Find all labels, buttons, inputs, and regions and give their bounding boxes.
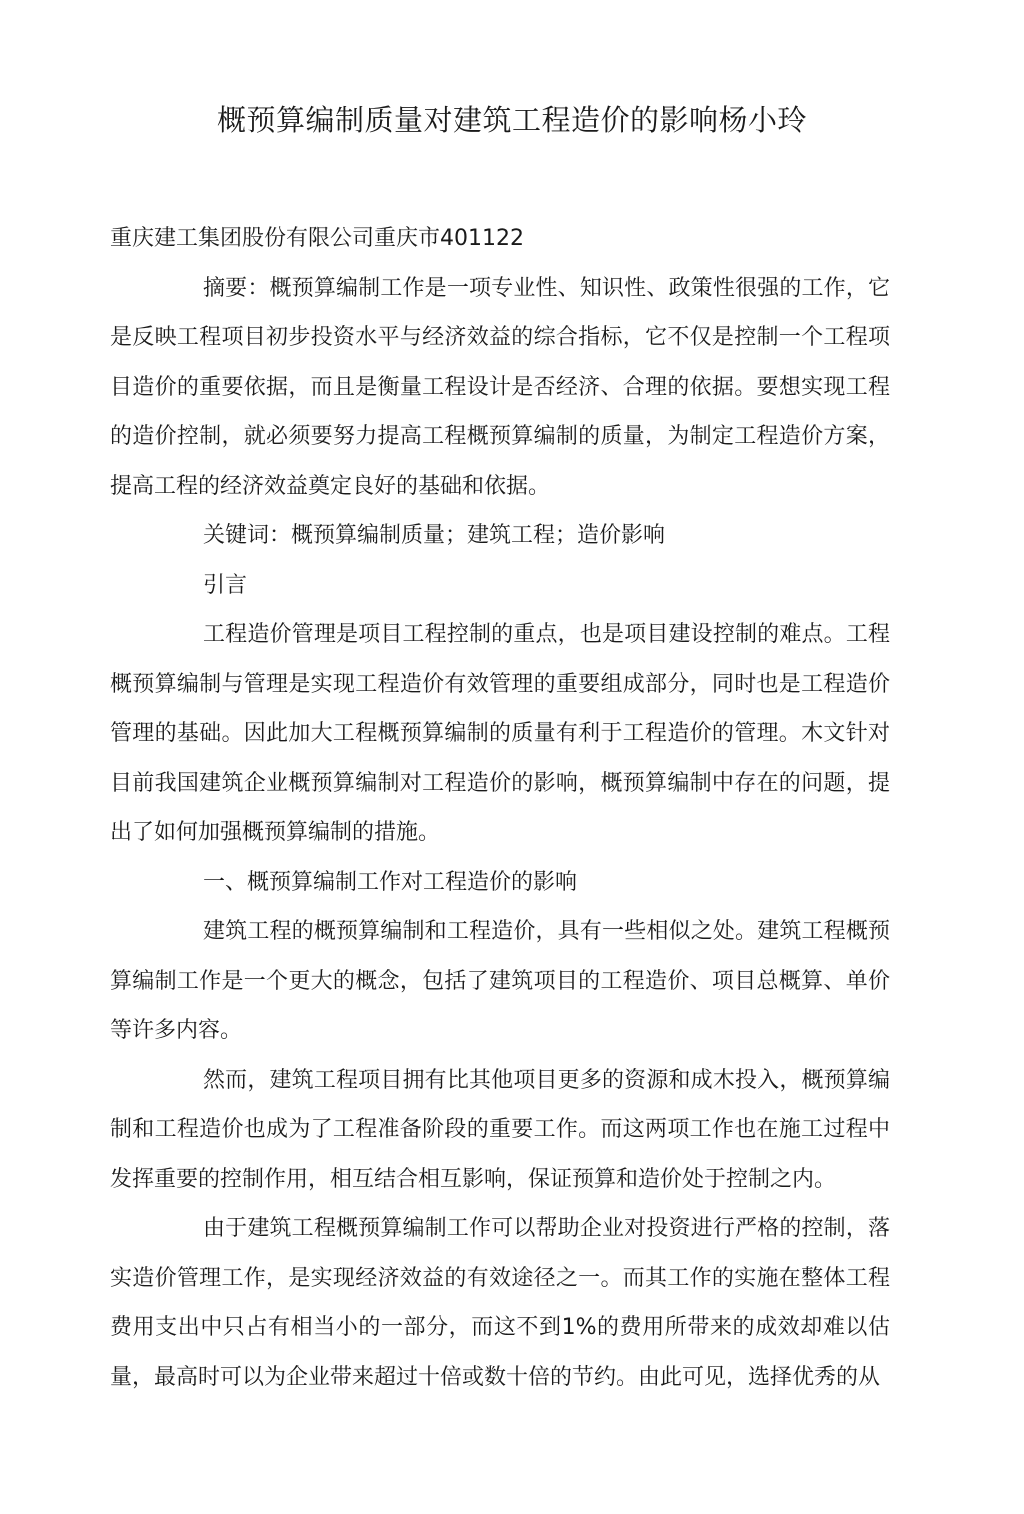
body-paragraph: 然而，建筑工程项目拥有比其他项目更多的资源和成木投入，概预算编制和工程造价也成为了工程准备阶段的重要工作。而这两项工作也在施工过程中发挥重要的控制作用，相互结合相互影响，保证预算和造价处于控制之内。 xyxy=(110,1067,890,1192)
author-affiliation: 重庆建工集团股份有限公司重庆市401122 xyxy=(110,226,524,251)
section-heading-introduction: 引言 xyxy=(203,572,248,598)
keywords-line: 关键词：概预算编制质量；建筑工程；造价影响 xyxy=(203,523,666,548)
body-paragraph: 建筑工程的概预算编制和工程造价，具有一些相似之处。建筑工程概预算编制工作是一个更大的概念，包括了建筑项目的工程造价、项目总概算、单价等许多内容。 xyxy=(110,919,890,1043)
abstract-paragraph: 摘要：概预算编制工作是一项专业性、知识性、政策性很强的工作，它是反映工程项目初步投资水平与经济效益的综合指标，它不仅是控制一个工程项目造价的重要依据，而且是衡量工程设计是否经济、合理的依据。要想实现工程的造价控制，就必须要努力提高工程概预算编制的质量，为制定工程造价方案，提高工程的经济效益奠定良好的基础和依据。 xyxy=(110,275,890,499)
section-heading-1: 一、概预算编制工作对工程造价的影响 xyxy=(203,869,578,895)
document-body xyxy=(110,214,890,1402)
document-title: 概预算编制质量对建筑工程造价的影响杨小玲 xyxy=(216,103,807,137)
introduction-paragraph: 工程造价管理是项目工程控制的重点，也是项目建设控制的难点。工程概预算编制与管理是实现工程造价有效管理的重要组成部分，同时也是工程造价管理的基础。因此加大工程概预算编制的质量有利于工程造价的管理。木文针对目前我国建筑企业概预算编制对工程造价的影响，概预算编制中存在的问题，提出了如何加强概预算编制的措施。 xyxy=(110,622,890,845)
body-paragraph: 由于建筑工程概预算编制工作可以帮助企业对投资进行严格的控制，落实造价管理工作，是实现经济效益的有效途径之一。而其工作的实施在整体工程费用支出中只占有相当小的一部分，而这不到1%的费用所带来的成效却难以估量，最高时可以为企业带来超过十倍或数十倍的节约。由此可见，选择优秀的从 xyxy=(110,1216,890,1390)
